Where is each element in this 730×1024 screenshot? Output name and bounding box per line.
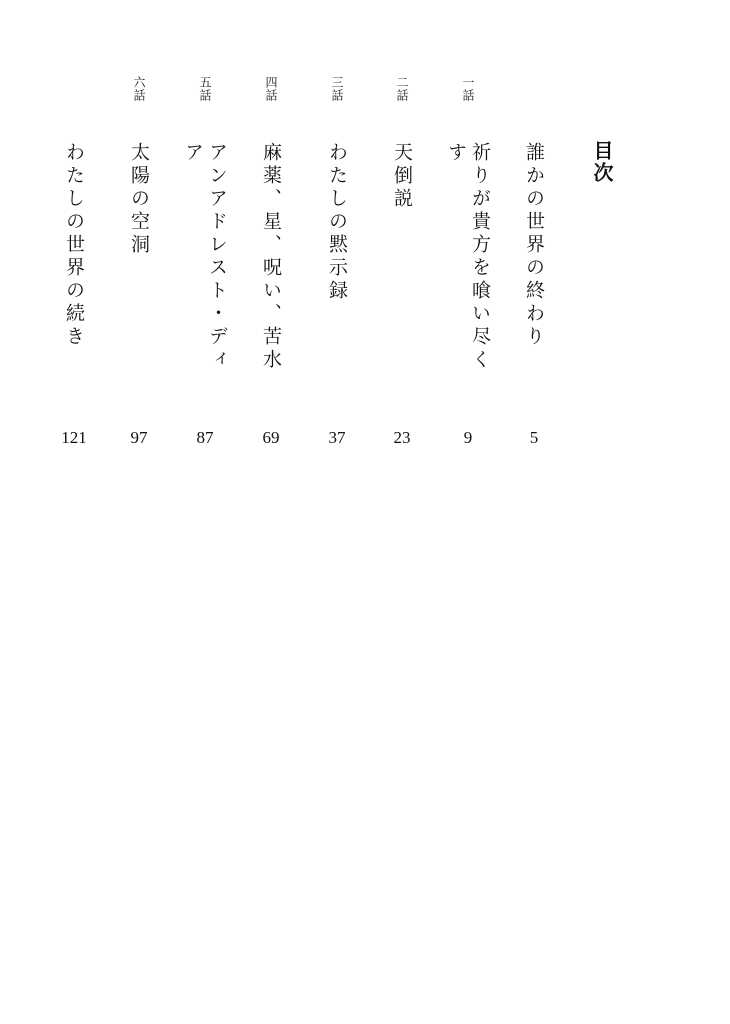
chapter-label: 一話: [461, 76, 475, 102]
toc-entry-chapter-6[interactable]: [119, 0, 159, 460]
page-number: 9: [463, 428, 473, 447]
toc-entry-chapter-1[interactable]: [445, 0, 491, 460]
chapter-label: 六話: [132, 76, 146, 102]
toc-entry-chapter-2[interactable]: [382, 0, 422, 460]
chapter-title[interactable]: 麻薬、星、呪い、苦水: [260, 142, 282, 372]
page-number: 23: [393, 428, 411, 447]
page-number: 121: [61, 428, 87, 447]
chapter-title[interactable]: わたしの世界の続き: [63, 142, 85, 349]
chapter-title[interactable]: 天倒説: [391, 142, 413, 211]
chapter-title[interactable]: 誰かの世界の終わり: [523, 142, 545, 349]
chapter-title[interactable]: 祈りが貴方を喰い尽くす: [445, 142, 491, 372]
page-number: 5: [529, 428, 539, 447]
chapter-title[interactable]: わたしの黙示録: [326, 142, 348, 303]
page-number: 97: [130, 428, 148, 447]
chapter-label: 四話: [264, 76, 278, 102]
page-number: 87: [196, 428, 214, 447]
toc-entry-prologue[interactable]: [514, 0, 554, 460]
page-number: 69: [262, 428, 280, 447]
toc-entry-chapter-4[interactable]: [251, 0, 291, 460]
toc-heading: 目次: [590, 140, 614, 184]
chapter-label: 三話: [330, 76, 344, 102]
toc-entry-epilogue[interactable]: [54, 0, 94, 460]
chapter-title[interactable]: アンアドレスト・ディア: [182, 142, 228, 372]
page-number: 37: [328, 428, 346, 447]
chapter-label: 二話: [395, 76, 409, 102]
chapter-title[interactable]: 太陽の空洞: [128, 142, 150, 257]
toc-entry-chapter-5[interactable]: [182, 0, 228, 460]
toc-entry-chapter-3[interactable]: [317, 0, 357, 460]
chapter-label: 五話: [198, 76, 212, 102]
